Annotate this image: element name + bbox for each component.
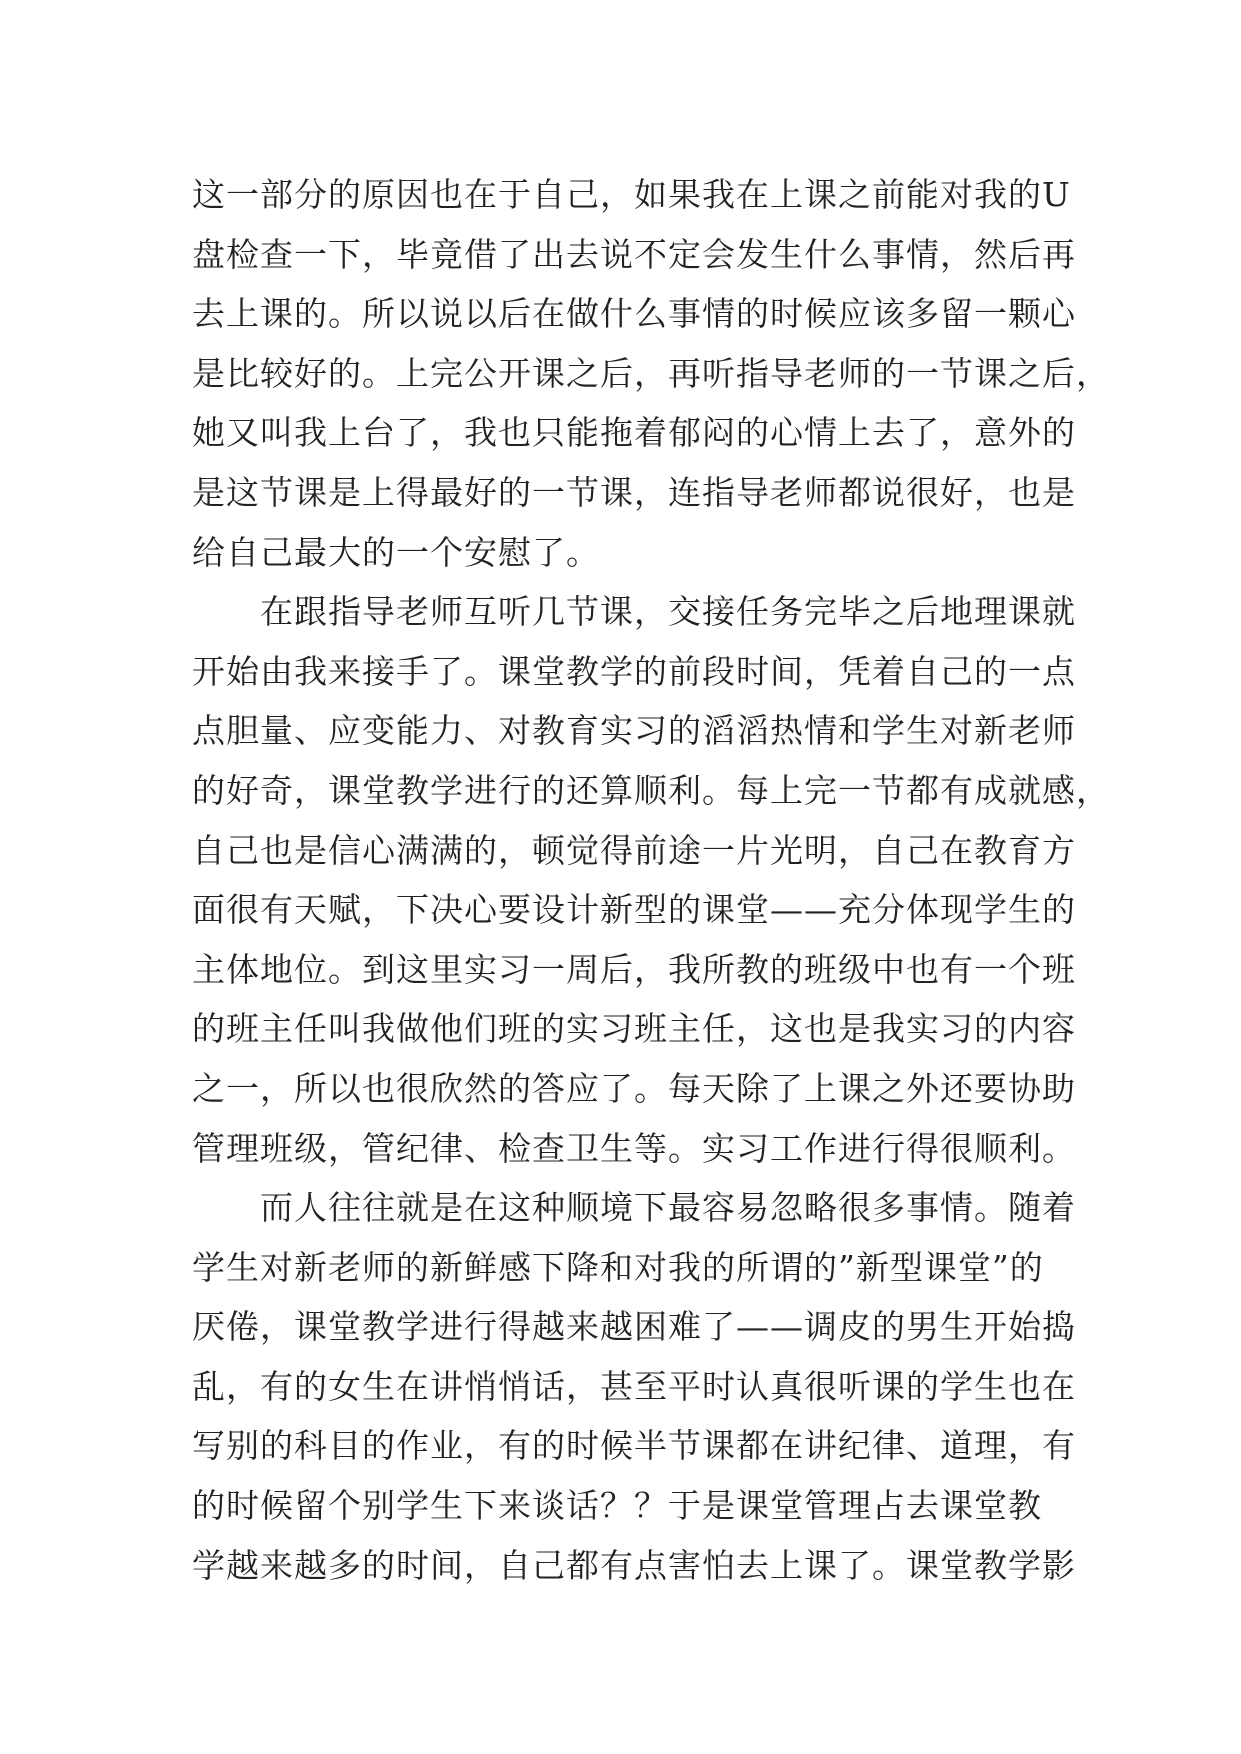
text-line: 主体地位。到这里实习一周后，我所教的班级中也有一个班 xyxy=(192,949,1076,989)
text-line: 盘检查一下，毕竟借了出去说不定会发生什么事情，然后再 xyxy=(192,234,1076,274)
text-line: 她又叫我上台了，我也只能拖着郁闷的心情上去了，意外的 xyxy=(192,413,1076,453)
text-line: 在跟指导老师互听几节课，交接任务完毕之后地理课就 xyxy=(192,592,1076,632)
text-line: 的时候留个别学生下来谈话？？于是课堂管理占去课堂教 xyxy=(192,1486,1042,1526)
document-body xyxy=(192,165,1110,1595)
text-line: 之一，所以也很欣然的答应了。每天除了上课之外还要协助 xyxy=(192,1068,1076,1108)
text-line: 学生对新老师的新鲜感下降和对我的所谓的”新型课堂”的 xyxy=(192,1247,1044,1287)
text-line: 给自己最大的一个安慰了。 xyxy=(192,532,600,572)
text-line: 写别的科目的作业，有的时候半节课都在讲纪律、道理，有 xyxy=(192,1426,1076,1466)
text-line: 厌倦，课堂教学进行得越来越困难了——调皮的男生开始捣 xyxy=(192,1307,1076,1347)
text-line: 乱，有的女生在讲悄悄话，甚至平时认真很听课的学生也在 xyxy=(192,1366,1076,1406)
text-line: 这一部分的原因也在于自己，如果我在上课之前能对我的U xyxy=(192,175,1071,214)
text-line: 是比较好的。上完公开课之后，再听指导老师的一节课之后， xyxy=(192,353,1110,393)
text-line: 是这节课是上得最好的一节课，连指导老师都说很好，也是 xyxy=(192,472,1076,512)
text-line: 学越来越多的时间，自己都有点害怕去上课了。课堂教学影 xyxy=(192,1545,1076,1585)
text-line: 去上课的。所以说以后在做什么事情的时候应该多留一颗心 xyxy=(192,294,1076,334)
text-line: 的好奇，课堂教学进行的还算顺利。每上完一节都有成就感， xyxy=(192,770,1110,810)
text-line: 开始由我来接手了。课堂教学的前段时间，凭着自己的一点 xyxy=(192,651,1076,691)
text-line: 面很有天赋，下决心要设计新型的课堂——充分体现学生的 xyxy=(192,890,1076,930)
text-line: 自己也是信心满满的，顿觉得前途一片光明，自己在教育方 xyxy=(192,830,1076,870)
paragraph-2 xyxy=(192,582,1110,1178)
paragraph-1 xyxy=(192,165,1110,582)
text-line: 而人往往就是在这种顺境下最容易忽略很多事情。随着 xyxy=(192,1188,1076,1228)
paragraph-3 xyxy=(192,1178,1092,1595)
text-line: 点胆量、应变能力、对教育实习的滔滔热情和学生对新老师 xyxy=(192,711,1076,751)
text-line: 的班主任叫我做他们班的实习班主任，这也是我实习的内容 xyxy=(192,1009,1076,1049)
text-line: 管理班级，管纪律、检查卫生等。实习工作进行得很顺利。 xyxy=(192,1128,1076,1168)
